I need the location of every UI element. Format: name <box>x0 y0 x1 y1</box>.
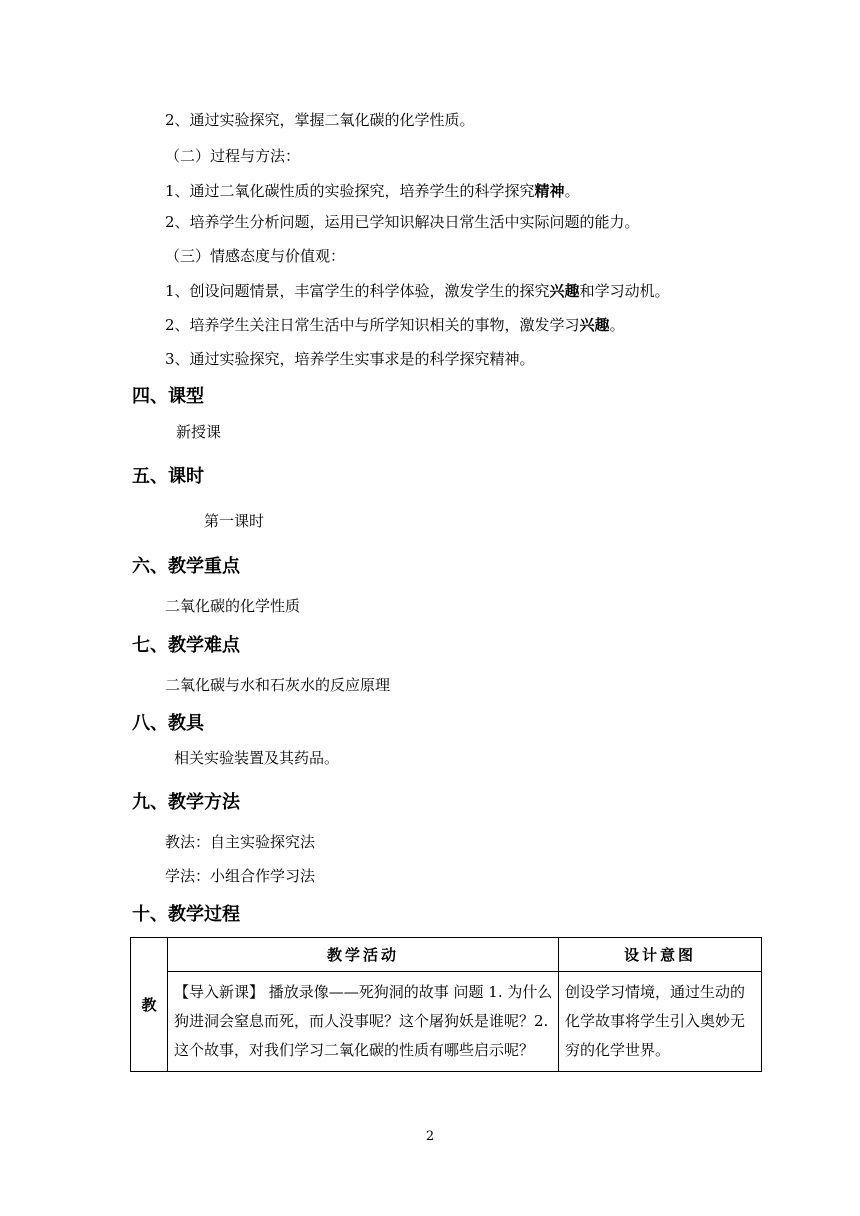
objective-text: 和学习动机。 <box>579 282 670 300</box>
objective-emphasis: 精神 <box>534 182 565 200</box>
section-heading-process: 十、教学过程 <box>132 904 240 925</box>
page-number: 2 <box>425 1129 435 1144</box>
section-heading-class-hours: 五、课时 <box>132 466 204 487</box>
table-cell-activity <box>168 972 559 1072</box>
section-heading-lesson-type: 四、课型 <box>132 386 204 407</box>
objective-emphasis: 兴趣 <box>579 316 610 334</box>
section-body-learning-method: 学法：小组合作学习法 <box>165 867 316 885</box>
section-heading-key-points: 六、教学重点 <box>132 556 240 577</box>
section-body-teaching-method: 教法：自主实验探究法 <box>165 833 316 851</box>
objective-subheading: （三）情感态度与价值观： <box>165 247 346 265</box>
objective-emphasis: 兴趣 <box>549 282 580 300</box>
section-body-difficulties: 二氧化碳与水和石灰水的反应原理 <box>165 676 391 694</box>
section-heading-teaching-aids: 八、教具 <box>132 713 204 734</box>
objective-line <box>165 281 670 301</box>
table-row <box>131 972 762 1072</box>
section-heading-difficulties: 七、教学难点 <box>132 635 240 656</box>
teaching-process-table <box>130 937 762 1072</box>
table-header-row <box>131 938 762 972</box>
objective-text: 1、通过二氧化碳性质的实验探究，培养学生的科学探究 <box>165 182 535 200</box>
intent-text: 创设学习情境，通过生动的化学故事将学生引入奥妙无穷的化学世界。 <box>565 983 746 1059</box>
section-heading-methods: 九、教学方法 <box>132 792 240 813</box>
section-body-lesson-type: 新授课 <box>176 423 222 441</box>
objective-text: 。 <box>609 316 625 334</box>
table-cell-intent <box>559 972 762 1072</box>
table-header-intent: 设计意图 <box>559 938 762 972</box>
section-body-teaching-aids: 相关实验装置及其药品。 <box>174 749 340 767</box>
objective-line: 3、通过实验探究，培养学生实事求是的科学探究精神。 <box>165 350 535 368</box>
objective-text: 。 <box>564 182 580 200</box>
activity-text: 【导入新课】 播放录像——死狗洞的故事 问题 1. 为什么狗进洞会窒息而死，而人没事呢？这个屠狗妖是谁呢？2. 这个故事，对我们学习二氧化碳的性质有哪些启示呢？ <box>174 983 553 1059</box>
objective-line <box>165 181 580 201</box>
table-header-activity: 教学活动 <box>168 938 559 972</box>
objective-line <box>165 315 625 335</box>
objective-text: 1、创设问题情景，丰富学生的科学体验，激发学生的探究 <box>165 282 550 300</box>
section-body-class-hours: 第一课时 <box>204 512 265 530</box>
objective-line: 2、通过实验探究，掌握二氧化碳的化学性质。 <box>165 111 475 129</box>
objective-line: 2、培养学生分析问题，运用已学知识解决日常生活中实际问题的能力。 <box>165 213 640 231</box>
objective-subheading: （二）过程与方法： <box>165 147 301 165</box>
objective-text: 2、培养学生关注日常生活中与所学知识相关的事物，激发学习 <box>165 316 580 334</box>
table-side-label: 教 <box>131 938 168 1072</box>
section-body-key-points: 二氧化碳的化学性质 <box>165 597 301 615</box>
